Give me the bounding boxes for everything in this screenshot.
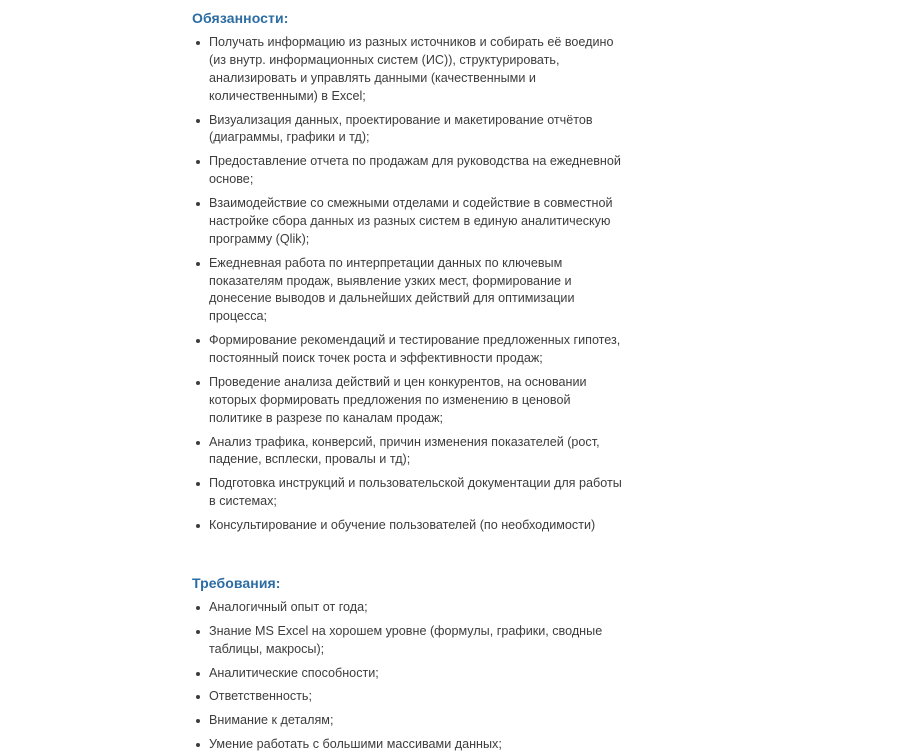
requirements-list: [192, 599, 625, 754]
list-item: Знание MS Excel на хорошем уровне (формулы, графики, сводные таблицы, макросы);: [192, 623, 625, 659]
section-title-responsibilities: Обязанности:: [192, 10, 289, 26]
list-item: Внимание к деталям;: [192, 712, 625, 730]
section-title-requirements: Требования:: [192, 574, 281, 591]
list-item: Ежедневная работа по интерпретации данных по ключевым показателям продаж, выявление узких мест, формирование и донесение выводов и дальнейших действий для оптимизации процесса;: [192, 255, 625, 327]
list-item: Анализ трафика, конверсий, причин изменения показателей (рост, падение, всплески, провалы и тд);: [192, 434, 625, 470]
list-item: Ответственность;: [192, 688, 625, 706]
responsibilities-list: [192, 34, 625, 535]
section-requirements: [0, 575, 905, 754]
list-item: Получать информацию из разных источников и собирать её воедино (из внутр. информационных систем (ИС)), структурировать, анализировать и управлять данными (качественными и количественными) в Excel;: [192, 34, 625, 106]
list-item: Консультирование и обучение пользователей (по необходимости): [192, 517, 625, 535]
list-item: Предоставление отчета по продажам для руководства на ежедневной основе;: [192, 153, 625, 189]
list-item: Визуализация данных, проектирование и макетирование отчётов (диаграммы, графики и тд);: [192, 112, 625, 148]
list-item: Аналитические способности;: [192, 665, 625, 683]
list-item: Взаимодействие со смежными отделами и содействие в совместной настройке сбора данных из разных систем в единую аналитическую программу (Qlik);: [192, 195, 625, 249]
list-item: Подготовка инструкций и пользовательской документации для работы в системах;: [192, 475, 625, 511]
list-item: Формирование рекомендаций и тестирование предложенных гипотез, постоянный поиск точек роста и эффективности продаж;: [192, 332, 625, 368]
list-item: Умение работать с большими массивами данных;: [192, 736, 625, 754]
list-item: Проведение анализа действий и цен конкурентов, на основании которых формировать предложения по изменению в ценовой политике в разрезе по каналам продаж;: [192, 374, 625, 428]
section-responsibilities: [0, 10, 905, 535]
list-item: Аналогичный опыт от года;: [192, 599, 625, 617]
